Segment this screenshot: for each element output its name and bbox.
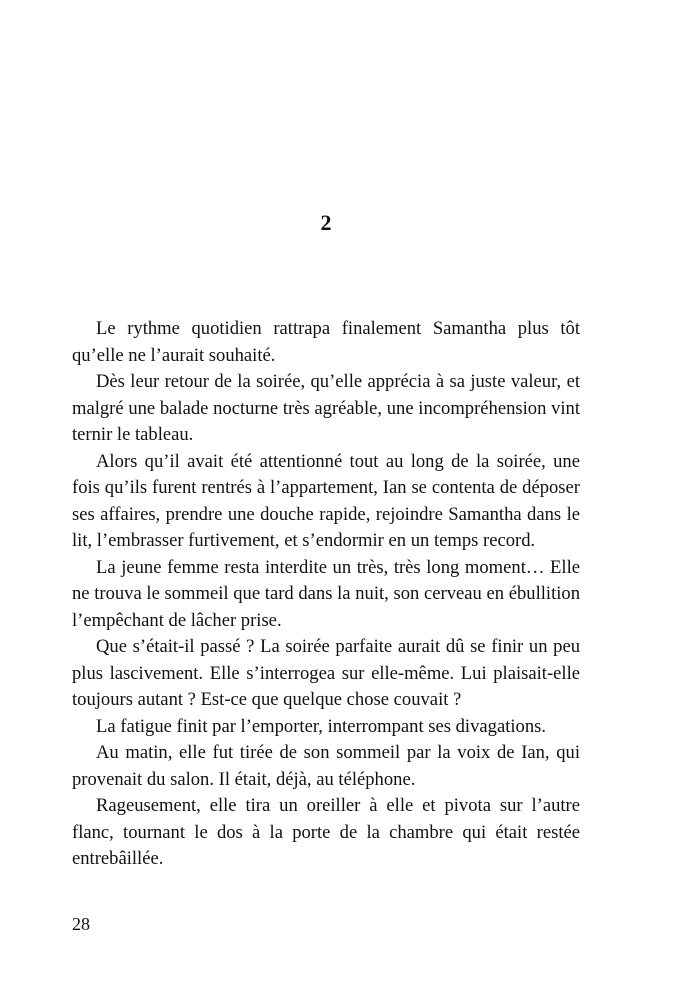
chapter-number: 2	[320, 210, 332, 235]
paragraph-2: Dès leur retour de la soirée, qu’elle apprécia à sa juste valeur, et malgré une balade nocturne très agréable, une incompréhension vint ternir le tableau.	[72, 371, 580, 445]
paragraph-3: Alors qu’il avait été attentionné tout au long de la soirée, une fois qu’ils furent rentrés à l’appartement, Ian se contenta de déposer ses affaires, prendre une douche rapide, rejoindre Samantha dans le lit, l’embrasser furtivement, et s’endormir en un temps record.	[72, 450, 580, 551]
paragraph-6: La fatigue finit par l’emporter, interrompant ses divagations.	[96, 715, 547, 737]
paragraph-8: Rageusement, elle tira un oreiller à elle et pivota sur l’autre flanc, tournant le dos à la porte de la chambre qui était restée entrebâillée.	[72, 795, 580, 869]
page-number: 28	[72, 914, 90, 934]
paragraph-5: Que s’était-il passé ? La soirée parfaite aurait dû se finir un peu plus lascivement. Elle s’interrogea sur elle-même. Lui plaisait-elle toujours autant ? Est-ce que quelque chose couvait ?	[72, 636, 580, 710]
paragraph-1: Le rythme quotidien rattrapa finalement Samantha plus tôt qu’elle ne l’aurait souhaité.	[72, 318, 580, 366]
chapter-text	[72, 316, 580, 873]
paragraph-4: La jeune femme resta interdite un très, très long moment… Elle ne trouva le sommeil que tard dans la nuit, son cerveau en ébullition l’empêchant de lâcher prise.	[72, 556, 580, 631]
paragraph-7: Au matin, elle fut tirée de son sommeil par la voix de Ian, qui provenait du salon. Il était, déjà, au téléphone.	[72, 742, 580, 790]
